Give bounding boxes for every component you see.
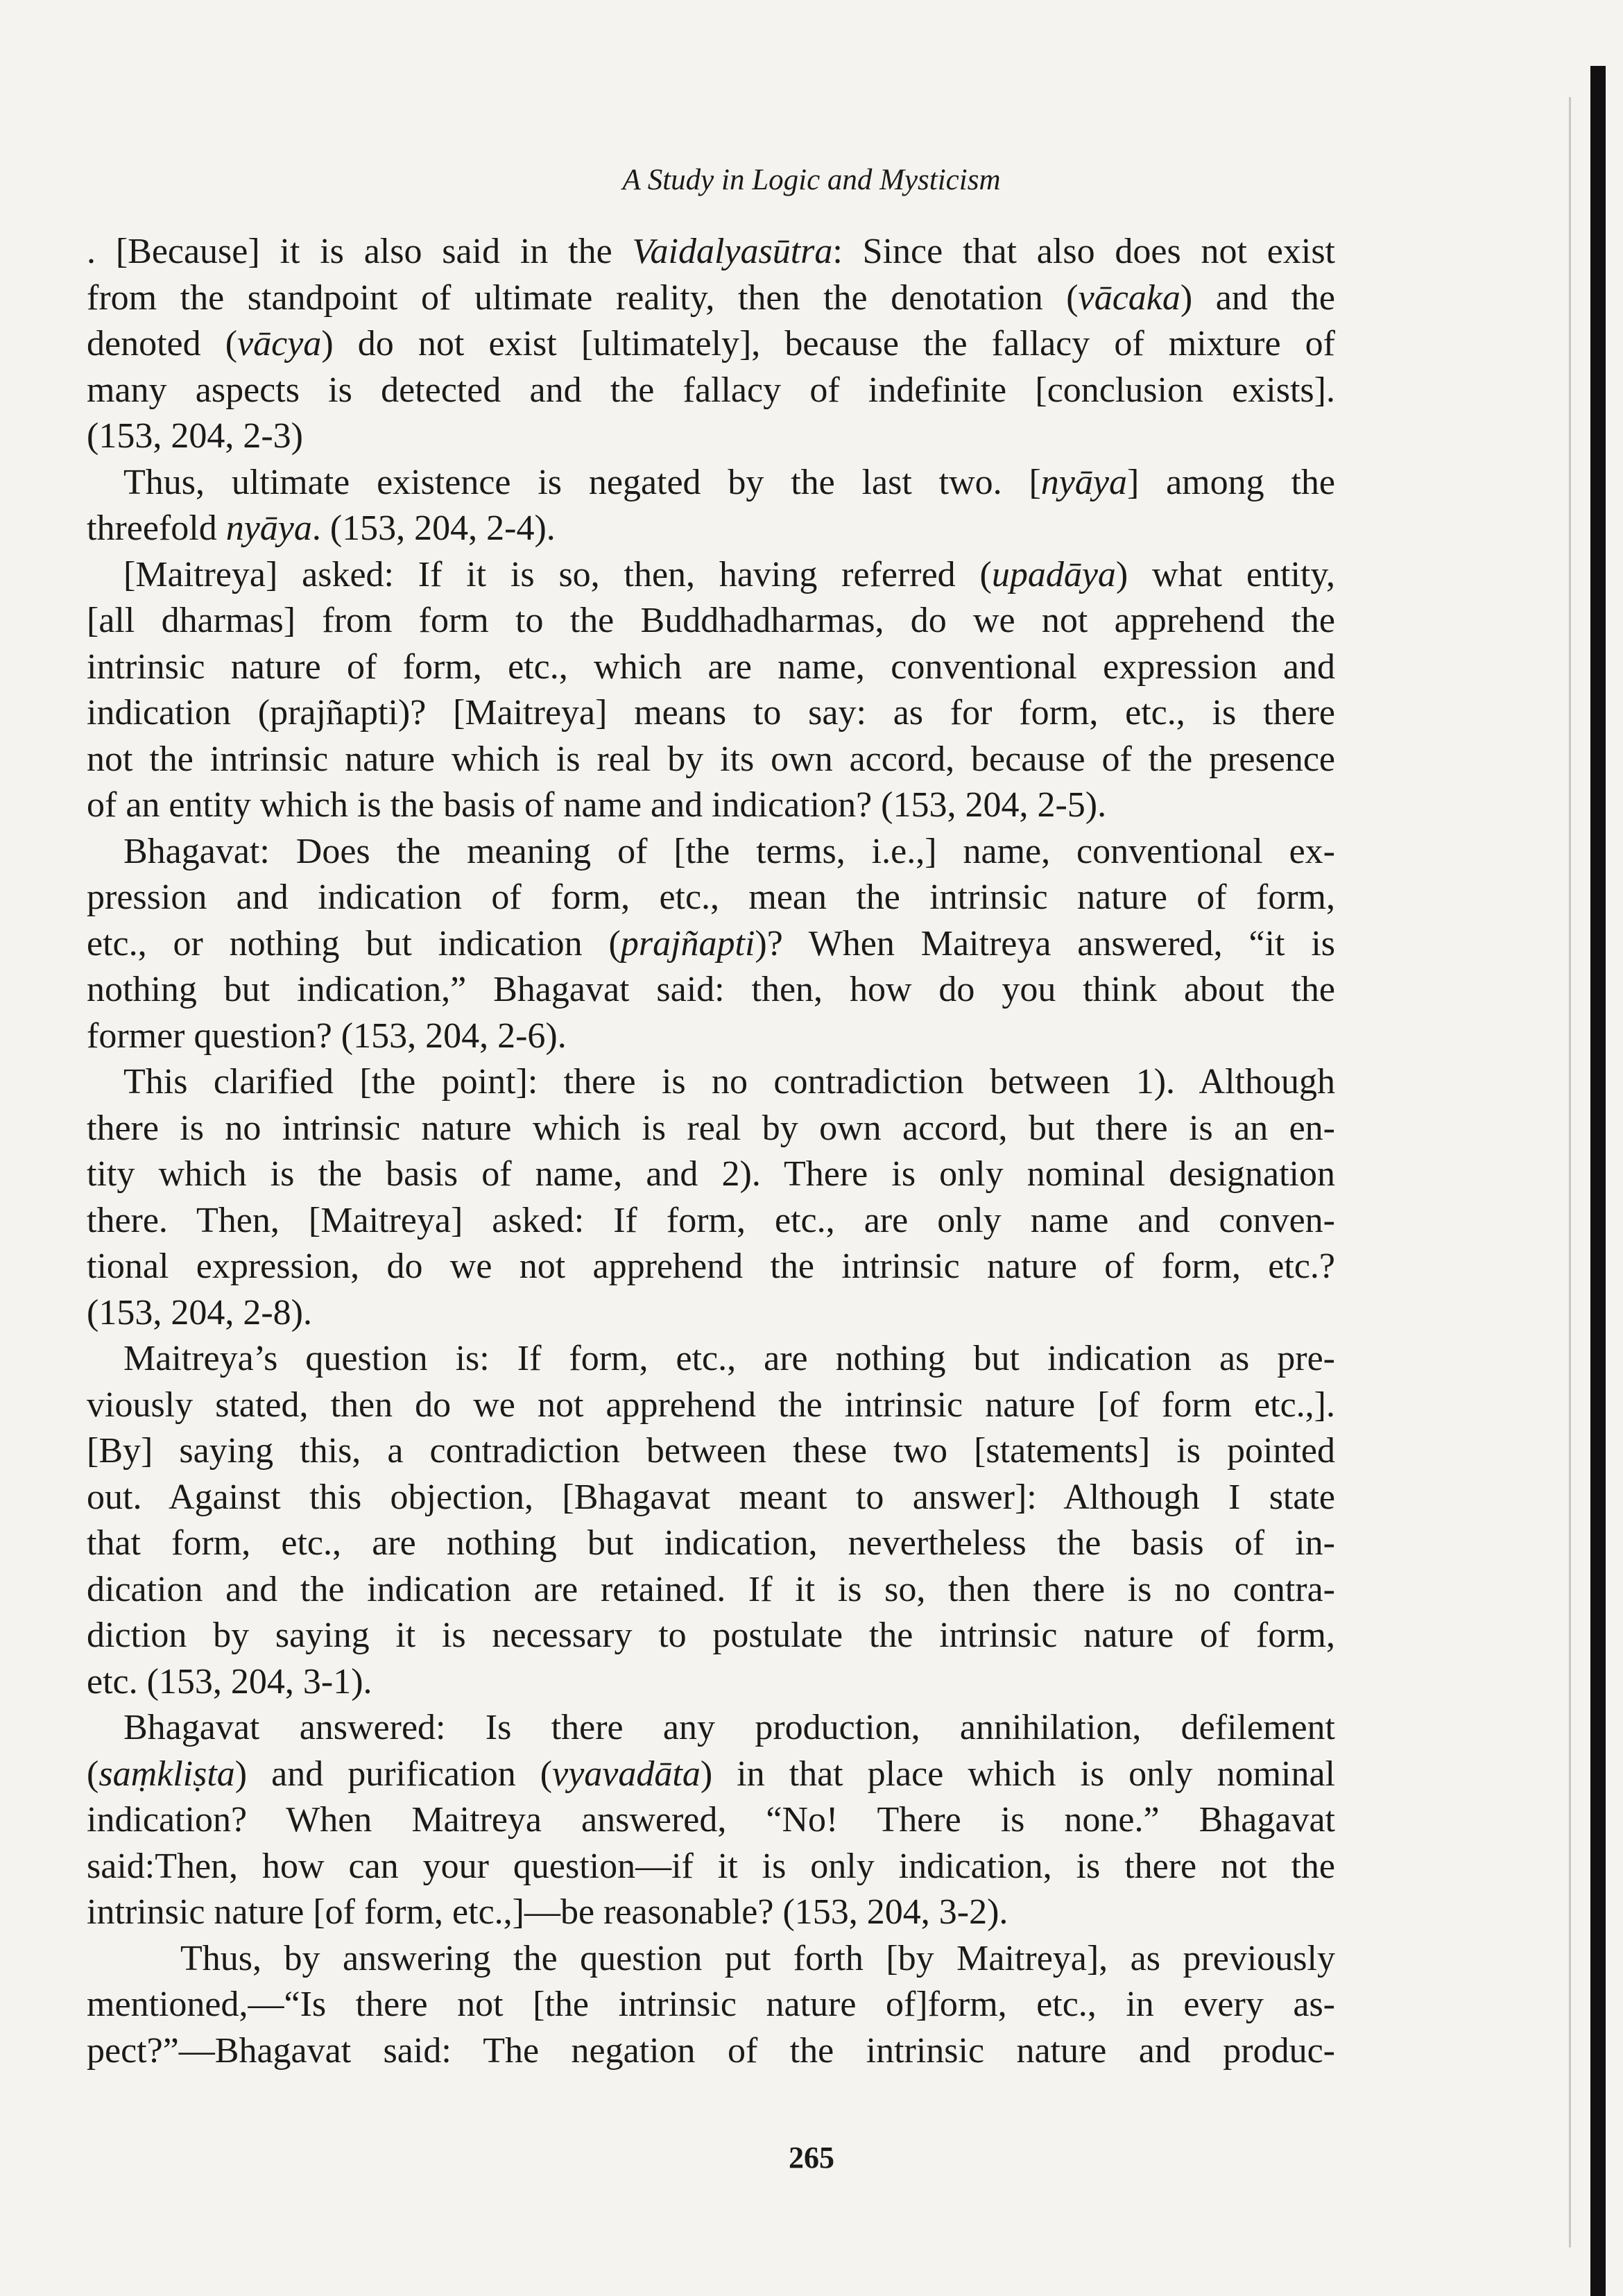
text-line: of an entity which is the basis of name and indication? (153, 204, 2-5). [87, 785, 1107, 825]
text-line: (153, 204, 2-8). [87, 1292, 312, 1333]
text-line: denoted (vācya) do not exist [ultimately], because the fallacy of mixture of [87, 324, 1335, 363]
text-line: intrinsic nature [of form, etc.,]—be reasonable? (153, 204, 3-2). [87, 1892, 1008, 1932]
text-line: Thus, by answering the question put forth [by Maitreya], as previously [180, 1938, 1335, 1978]
text-line: former question? (153, 204, 2-6). [87, 1016, 567, 1056]
text-line: Thus, ultimate existence is negated by the last two. [nyāya] among the [123, 462, 1335, 502]
text-line: viously stated, then do we not apprehend the intrinsic nature [of form etc.,]. [87, 1385, 1335, 1425]
text-line: This clarified [the point]: there is no contradiction between 1). Although [123, 1062, 1335, 1102]
page-number: 265 [789, 2141, 834, 2175]
text-line: dication and the indication are retained. If it is so, then there is no contra- [87, 1569, 1335, 1609]
text-line: (saṃkliṣta) and purification (vyavadāta) in that place which is only nominal [87, 1754, 1336, 1794]
page-gutter-line [1569, 97, 1571, 2247]
text-line: nothing but indication,” Bhagavat said: then, how do you think about the [87, 970, 1335, 1009]
text-line: [all dharmas] from form to the Buddhadharmas, do we not apprehend the [87, 601, 1335, 640]
page-edge-shadow [1590, 66, 1606, 2296]
text-line: diction by saying it is necessary to postulate the intrinsic nature of form, [87, 1616, 1335, 1655]
text-line: etc. (153, 204, 3-1). [87, 1661, 372, 1702]
text-line: there. Then, [Maitreya] asked: If form, etc., are only name and conven- [87, 1200, 1335, 1240]
text-line: not the intrinsic nature which is real by its own accord, because of the presence [87, 739, 1335, 779]
text-line: from the standpoint of ultimate reality, then the denotation (vācaka) and the [87, 277, 1335, 318]
text-line: (153, 204, 2-3) [87, 416, 303, 456]
text-line: threefold nyāya. (153, 204, 2-4). [87, 508, 556, 548]
text-line: said:Then, how can your question—if it is only indication, is there not the [87, 1846, 1335, 1886]
running-head: A Study in Logic and Mysticism [622, 164, 1001, 196]
text-line: indication (prajñapti)? [Maitreya] means to say: as for form, etc., is there [87, 693, 1335, 733]
text-line: pression and indication of form, etc., mean the intrinsic nature of form, [87, 877, 1335, 917]
text-line: Bhagavat: Does the meaning of [the terms, i.e.,] name, conventional ex- [123, 831, 1335, 871]
text-line: Maitreya’s question is: If form, etc., are nothing but indication as pre- [123, 1339, 1335, 1378]
text-line: that form, etc., are nothing but indication, nevertheless the basis of in- [87, 1523, 1335, 1563]
text-line: tity which is the basis of name, and 2). There is only nominal designation [87, 1154, 1335, 1194]
body-text [87, 229, 1335, 2074]
text-line: Bhagavat answered: Is there any production, annihilation, defilement [123, 1708, 1335, 1747]
text-line: [By] saying this, a contradiction between these two [statements] is pointed [87, 1431, 1335, 1471]
text-line: [Maitreya] asked: If it is so, then, having referred (upadāya) what entity, [123, 554, 1335, 594]
text-line: etc., or nothing but indication (prajñapti)? When Maitreya answered, “it is [87, 923, 1336, 963]
text-line: . [Because] it is also said in the Vaidalyasūtra: Since that also does not exist [87, 232, 1336, 271]
text-line: mentioned,—“Is there not [the intrinsic nature of]form, etc., in every as- [87, 1985, 1335, 2024]
text-line: pect?”—Bhagavat said: The negation of the intrinsic nature and produc- [87, 2030, 1335, 2071]
text-line: out. Against this objection, [Bhagavat meant to answer]: Although I state [87, 1477, 1335, 1517]
text-line: there is no intrinsic nature which is real by own accord, but there is an en- [87, 1108, 1335, 1148]
text-line: many aspects is detected and the fallacy of indefinite [conclusion exists]. [87, 370, 1335, 410]
text-line: indication? When Maitreya answered, “No! There is none.” Bhagavat [87, 1800, 1335, 1840]
text-line: intrinsic nature of form, etc., which are name, conventional expression and [87, 646, 1335, 687]
text-line: tional expression, do we not apprehend the intrinsic nature of form, etc.? [87, 1246, 1335, 1286]
